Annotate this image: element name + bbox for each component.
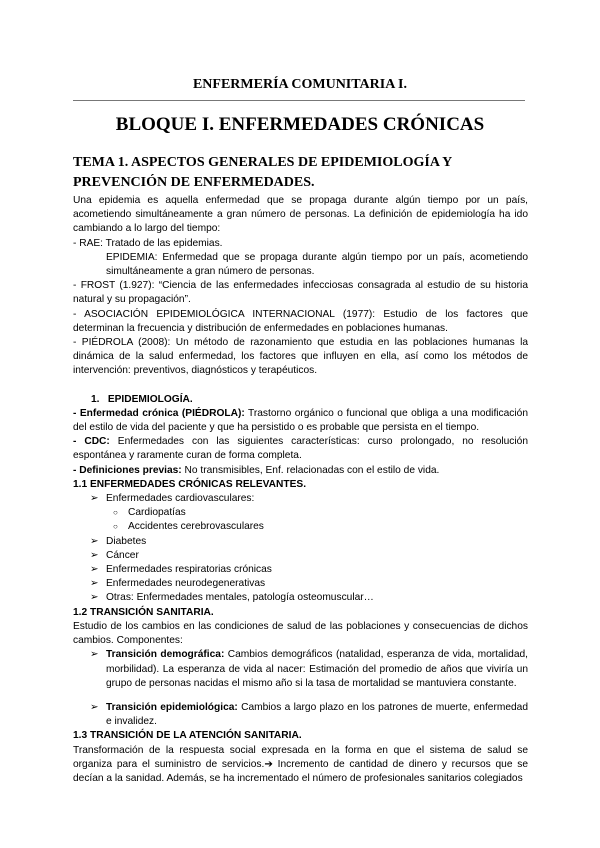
- section-heading-epidemiologia: [73, 393, 528, 407]
- definition-label: - Definiciones previas:: [73, 464, 182, 476]
- course-title: ENFERMERÍA COMUNITARIA I.: [192, 77, 408, 92]
- sub-list-item: ○ Cardiopatías: [73, 506, 528, 520]
- subsection-heading-1-2: 1.2 TRANSICIÓN SANITARIA.: [73, 606, 214, 618]
- arrow-bullet-icon: ➢: [90, 549, 99, 561]
- circle-bullet-icon: ○: [113, 508, 118, 518]
- definition-rae: - RAE: Tratado de las epidemias.: [73, 237, 223, 249]
- document-body: [73, 194, 528, 786]
- definition-asociacion: - ASOCIACIÓN EPIDEMIOLÓGICA INTERNACIONAL (1977): Estudio de los factores que determinan la frecuencia y distribución de enfermedades en poblaciones humanas.: [73, 308, 528, 334]
- definition-piedrola: - PIÉDROLA (2008): Un método de razonamiento que estudia en las poblaciones humanas la dinámica de la salud enfermedad, los factores que influyen en ella, así como los métodos de intervención: preventivos, diagnósticos y terapéuticos.: [73, 337, 528, 377]
- list-item: ➢ Enfermedades neurodegenerativas: [73, 577, 528, 591]
- transicion-sanitaria-text: Estudio de los cambios en las condiciones de salud de las poblaciones y consecuencias de dichos cambios. Componentes:: [73, 620, 528, 647]
- arrow-bullet-icon: ➢: [90, 592, 99, 604]
- block-title: BLOQUE I. ENFERMEDADES CRÓNICAS: [115, 114, 485, 135]
- header-divider: [73, 100, 525, 101]
- definition-cdc: [73, 435, 528, 463]
- section-title: EPIDEMIOLOGÍA.: [107, 393, 193, 405]
- circle-bullet-icon: ○: [113, 522, 118, 532]
- definition-label: - CDC:: [73, 436, 110, 448]
- definition-previas: [73, 464, 528, 478]
- arrow-bullet-icon: ➢: [90, 649, 99, 661]
- arrow-bullet-icon: ➢: [90, 578, 99, 590]
- arrow-bullet-icon: ➢: [90, 564, 99, 576]
- intro-paragraph: Una epidemia es aquella enfermedad que se propaga durante algún tiempo por un país, acometiendo simultáneamente a gran número de personas. La definición de epidemiología ha ido cambiando a lo largo del tiempo:: [73, 195, 528, 235]
- definition-label: - Enfermedad crónica (PIÉDROLA):: [73, 407, 245, 419]
- definition-frost: - FROST (1.927): “Ciencia de las enfermedades infecciosas consagrada al estudio de su historia natural y su propagación”.: [73, 280, 528, 306]
- definition-text: No transmisibles, Enf. relacionadas con el estilo de vida.: [181, 464, 440, 476]
- list-item-transicion-epidemiologica: ➢ Transición epidemiológica: Cambios a largo plazo en los patrones de muerte, enfermedad e invalidez.: [90, 701, 528, 728]
- list-item: ➢ Enfermedades cardiovasculares:: [73, 492, 528, 506]
- arrow-bullet-icon: ➢: [90, 493, 99, 505]
- definition-text: Trastorno orgánico o funcional que obliga a una modificación del estilo de vida del paciente y que ha persistido o es probable que persista en el tiempo.: [73, 407, 528, 434]
- arrow-bullet-icon: ➢: [90, 701, 99, 713]
- subsection-heading-1-1: 1.1 ENFERMEDADES CRÓNICAS RELEVANTES.: [73, 478, 307, 490]
- list-item: ➢ Enfermedades respiratorias crónicas: [73, 563, 528, 577]
- definition-text: Enfermedades con las siguientes características: curso prolongado, no resolución espontánea y raramente curan de forma completa.: [73, 436, 528, 462]
- definition-rae-epidemia: EPIDEMIA: Enfermedad que se propaga durante algún tiempo por un país, acometiendo simultáneamente a gran número de personas.: [106, 251, 528, 278]
- list-item-transicion-demografica: ➢ Transición demográfica: Cambios demográficos (natalidad, esperanza de vida, mortalidad, morbilidad). La esperanza de vida al nacer: Estimación del promedio de años que viviría un grupo de personas nacidas el mismo año si la tasa de mortalidad se mantuviera constante.: [90, 649, 528, 689]
- definition-enfermedad-cronica: [73, 407, 528, 435]
- transicion-atencion-text: Transformación de la respuesta social expresada en la forma en que el sistema de salud se organiza para el suministro de servicios.➔ Incremento de cantidad de dinero y recursos que se decían a la sanidad. Además, se ha incrementado el número de profesionales sanitarios colegiados: [73, 744, 528, 784]
- list-item: ➢ Cáncer: [73, 549, 528, 563]
- tema-title: TEMA 1. ASPECTOS GENERALES DE EPIDEMIOLOGÍA Y PREVENCIÓN DE ENFERMEDADES.: [73, 155, 452, 190]
- arrow-bullet-icon: ➢: [90, 535, 99, 547]
- section-number: 1.: [91, 393, 100, 405]
- subsection-heading-1-3: 1.3 TRANSICIÓN DE LA ATENCIÓN SANITARIA.: [73, 730, 302, 742]
- list-item: ➢ Diabetes: [73, 535, 528, 549]
- sub-list-item: ○ Accidentes cerebrovasculares: [73, 520, 528, 534]
- list-item: ➢ Otras: Enfermedades mentales, patología osteomuscular…: [73, 591, 528, 605]
